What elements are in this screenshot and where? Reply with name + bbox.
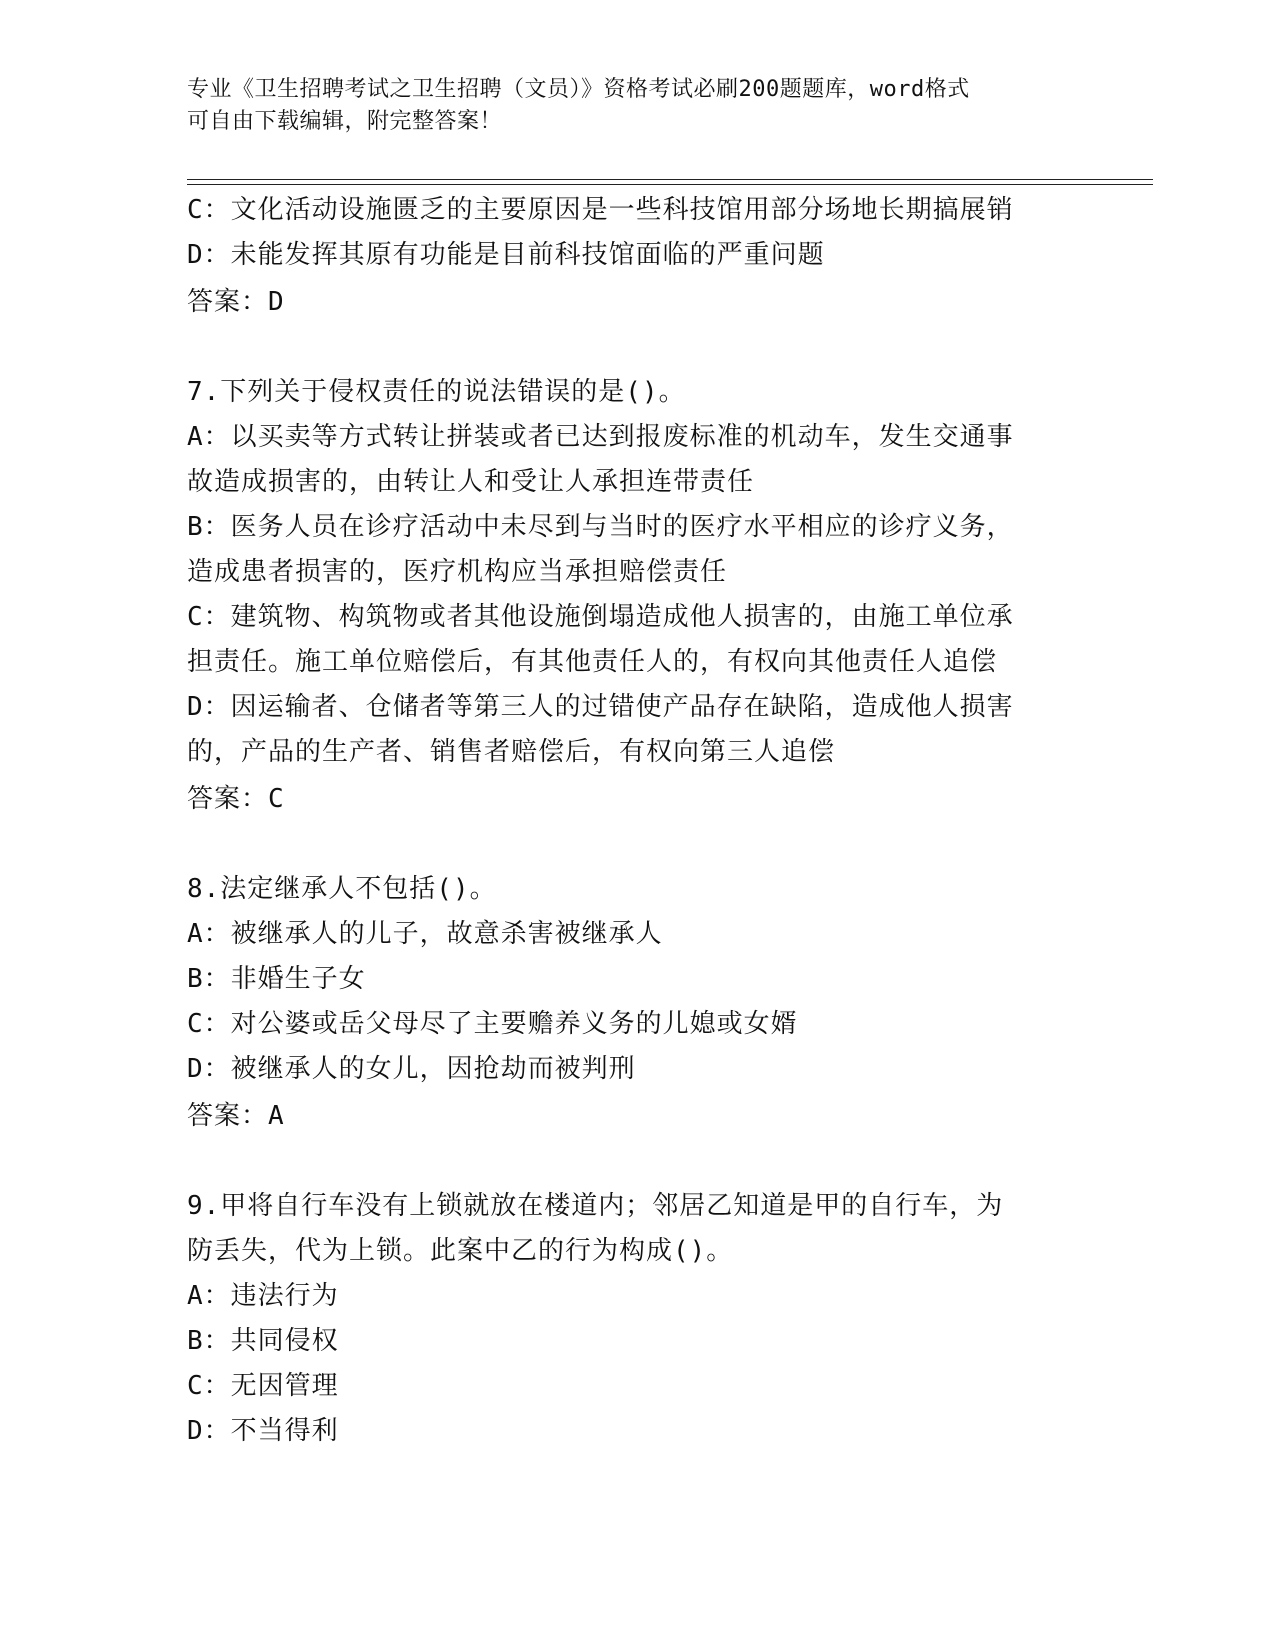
question-9 — [187, 1184, 1087, 1454]
q8-answer: 答案：A — [187, 1101, 285, 1131]
q9-stem-line2: 防丢失，代为上锁。此案中乙的行为构成()。 — [187, 1236, 734, 1266]
q7-option-d-line2: 的，产品的生产者、销售者赔偿后，有权向第三人追偿 — [187, 737, 836, 767]
question-8 — [187, 867, 1087, 1139]
q8-option-c: C：对公婆或岳父母尽了主要赡养义务的儿媳或女婿 — [187, 1009, 798, 1039]
question-6-tail — [187, 188, 1087, 325]
spacer — [187, 1139, 1087, 1184]
q7-option-b-line2: 造成患者损害的，医疗机构应当承担赔偿责任 — [187, 557, 728, 587]
q8-option-b: B：非婚生子女 — [187, 964, 366, 994]
spacer — [187, 822, 1087, 867]
header-divider-bottom — [187, 184, 1153, 185]
q9-option-c: C：无因管理 — [187, 1371, 339, 1401]
q9-option-d: D：不当得利 — [187, 1416, 339, 1446]
q8-option-d: D：被继承人的女儿，因抢劫而被判刑 — [187, 1054, 636, 1084]
q8-stem: 8.法定继承人不包括()。 — [187, 874, 497, 904]
q6-answer: 答案：D — [187, 287, 285, 317]
spacer — [187, 325, 1087, 370]
document-header — [187, 74, 1087, 138]
q7-option-c-line2: 担责任。施工单位赔偿后，有其他责任人的，有权向其他责任人追偿 — [187, 647, 998, 677]
q7-option-d-line1: D：因运输者、仓储者等第三人的过错使产品存在缺陷，造成他人损害 — [187, 692, 1014, 722]
header-line-2: 可自由下载编辑，附完整答案！ — [187, 109, 503, 134]
q7-option-c-line1: C：建筑物、构筑物或者其他设施倒塌造成他人损害的，由施工单位承 — [187, 602, 1014, 632]
header-divider-top — [187, 179, 1153, 180]
q9-option-a: A：违法行为 — [187, 1281, 339, 1311]
q7-option-a-line2: 故造成损害的，由转让人和受让人承担连带责任 — [187, 467, 755, 497]
q9-stem-line1: 9.甲将自行车没有上锁就放在楼道内；邻居乙知道是甲的自行车，为 — [187, 1191, 1004, 1221]
q7-answer: 答案：C — [187, 784, 285, 814]
q7-stem: 7.下列关于侵权责任的说法错误的是()。 — [187, 377, 686, 407]
q7-option-a-line1: A：以买卖等方式转让拼装或者已达到报废标准的机动车，发生交通事 — [187, 422, 1014, 452]
q6-option-c: C：文化活动设施匮乏的主要原因是一些科技馆用部分场地长期搞展销 — [187, 195, 1014, 225]
q7-option-b-line1: B：医务人员在诊疗活动中未尽到与当时的医疗水平相应的诊疗义务， — [187, 512, 1014, 542]
q6-option-d: D：未能发挥其原有功能是目前科技馆面临的严重问题 — [187, 240, 825, 270]
q8-option-a: A：被继承人的儿子，故意杀害被继承人 — [187, 919, 663, 949]
question-7 — [187, 370, 1087, 822]
header-line-1: 专业《卫生招聘考试之卫生招聘（文员）》资格考试必刷200题题库，word格式 — [187, 77, 970, 102]
q9-option-b: B：共同侵权 — [187, 1326, 339, 1356]
document-body — [187, 188, 1087, 1454]
